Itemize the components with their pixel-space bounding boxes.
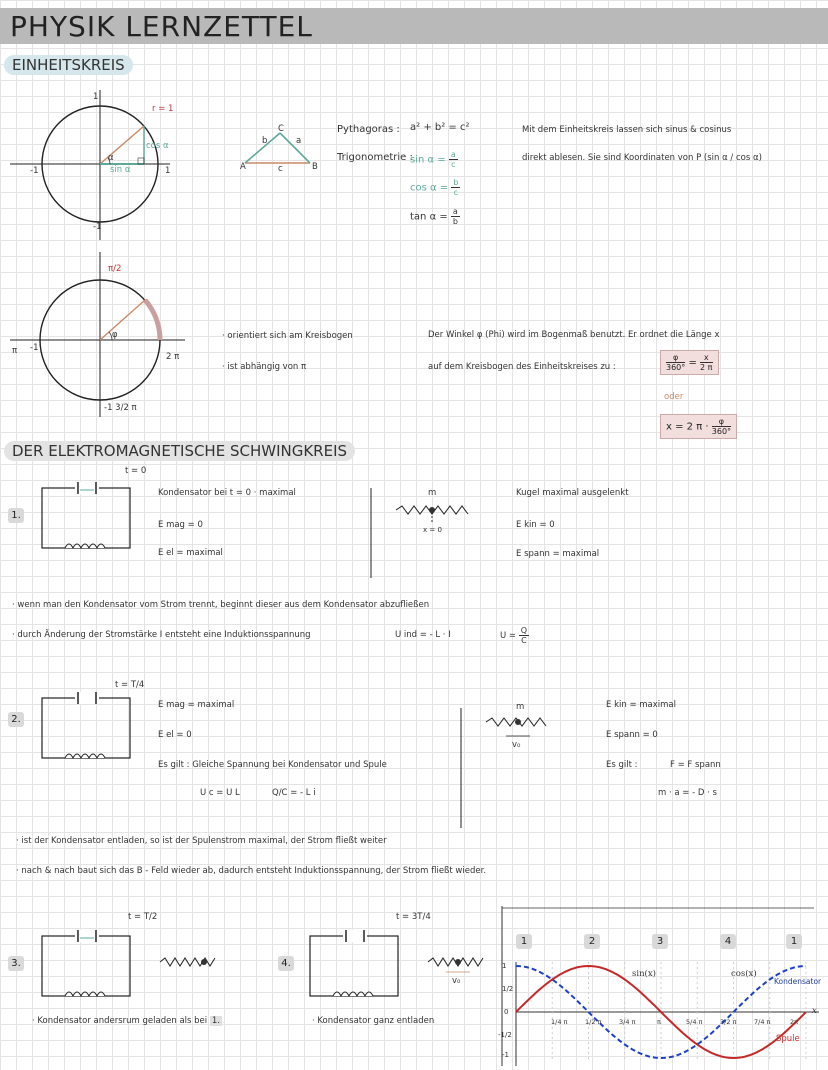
step3-text-main: · Kondensator andersrum geladen als bei: [32, 1016, 208, 1026]
graph-marker-2: 2: [584, 934, 600, 949]
spule-label: Spule: [776, 1034, 800, 1044]
y-tick-half: 1/2: [502, 985, 514, 993]
unit-circle-2: [10, 252, 190, 422]
step1-bullet-1: · wenn man den Kondensator vom Strom trennt, beginnt dieser aus dem Kondensator abzufließen: [12, 600, 430, 610]
step1-line3: E el = maximal: [158, 548, 223, 558]
step2-t: t = T/4: [115, 680, 145, 690]
graph-marker-5: 1: [786, 934, 802, 949]
three-half-pi-label: -1 3/2 π: [104, 403, 137, 413]
cos-den: c: [453, 188, 459, 197]
step2-uc: U c = U L: [200, 788, 240, 798]
step3-circuit: [40, 926, 140, 1001]
x-tick-8: 2π: [790, 1018, 799, 1026]
f1-num: φ: [666, 353, 685, 363]
step2-bullet-1: · ist der Kondensator entladen, so ist der Spulenstrom maximal, der Strom fließt weiter: [16, 836, 387, 846]
step3-t: t = T/2: [128, 912, 158, 922]
x-tick-7: 7/4 π: [754, 1018, 771, 1026]
cos-label: cos α: [146, 141, 169, 151]
step3-badge: 3.: [8, 956, 24, 971]
bogen-formula-box-2: [660, 414, 737, 439]
y-tick-0: 0: [504, 1008, 509, 1016]
step2-line1: E mag = maximal: [158, 700, 235, 710]
step2-r1: E kin = maximal: [606, 700, 677, 710]
f3-prefix: x = 2 π ·: [666, 421, 709, 433]
step2-bullet-2: · nach & nach baut sich das B - Feld wieder ab, dadurch entsteht Induktionsspannung, der Strom fließt wieder.: [16, 866, 487, 876]
step1-r2: E kin = 0: [516, 520, 555, 530]
plus1-right: 1: [165, 166, 171, 176]
triangle-B: B: [312, 162, 318, 172]
trig-label: Trigonometrie :: [337, 152, 413, 163]
step1-divider: [370, 488, 372, 578]
sin-num: a: [450, 150, 456, 159]
section-einheitskreis: EINHEITSKREIS: [4, 55, 133, 75]
step2-qc: Q/C = - L i: [272, 788, 316, 798]
step1-spring: [396, 498, 486, 528]
step3-spring: [160, 952, 230, 972]
page-title: PHYSIK LERNZETTEL: [10, 10, 313, 43]
sin-label: sin α: [110, 165, 131, 175]
triangle-b: b: [262, 136, 268, 146]
bogen-text-1: Der Winkel φ (Phi) wird im Bogenmaß benutzt. Er ordnet die Länge x: [428, 330, 720, 340]
step2-v0: v₀: [512, 740, 521, 750]
graph-x-label: x: [812, 1006, 817, 1016]
bogen-bullet-2: · ist abhängig von π: [222, 362, 307, 372]
step2-r2: E spann = 0: [606, 730, 658, 740]
f2-den: 2 π: [700, 363, 713, 372]
step2-spring: [486, 712, 576, 742]
tan-den: b: [452, 217, 458, 226]
step1-r3: E spann = maximal: [516, 549, 600, 559]
title-bar: [0, 8, 828, 44]
step4-v0: v₀: [452, 976, 461, 986]
x-tick-1: 1/4 π: [551, 1018, 568, 1026]
oder-label: oder: [664, 392, 684, 402]
step4-text: · Kondensator ganz entladen: [312, 1016, 435, 1026]
triangle-c: c: [278, 164, 283, 174]
step1-t0: t = 0: [125, 466, 147, 476]
step1-x0: x = 0: [423, 526, 442, 534]
step1-r1: Kugel maximal ausgelenkt: [516, 488, 629, 498]
x-tick-3: 3/4 π: [619, 1018, 636, 1026]
f3-den: 360°: [711, 427, 732, 436]
x-tick-6: 3/2 π: [720, 1018, 737, 1026]
two-pi-label: 2 π: [166, 352, 180, 362]
bogen-bullet-1: · orientiert sich am Kreisbogen: [222, 331, 353, 341]
graph-marker-3: 3: [652, 934, 668, 949]
step1-u: [500, 626, 529, 645]
sin-formula: [410, 150, 458, 169]
step1-badge: 1.: [8, 508, 24, 523]
u-num: Q: [520, 626, 528, 635]
circle-text-2: direkt ablesen. Sie sind Koordinaten von P (sin α / cos α): [522, 153, 762, 163]
x-tick-5: 5/4 π: [686, 1018, 703, 1026]
phi-label: φ: [112, 330, 118, 340]
f1-den: 360°: [666, 363, 686, 372]
bogen-text-2: auf dem Kreisbogen des Einheitskreises zu :: [428, 362, 616, 372]
tan-num: a: [452, 207, 458, 216]
step3-ref: 1.: [211, 1016, 220, 1026]
step4-circuit: [308, 926, 408, 1001]
x-tick-4: π: [657, 1018, 661, 1026]
triangle-A: A: [240, 162, 246, 172]
step2-r3: Es gilt :: [606, 760, 638, 770]
step2-line2: E el = 0: [158, 730, 192, 740]
step4-badge: 4.: [278, 956, 294, 971]
cos-text: cos α =: [410, 182, 449, 194]
pythagoras-label: Pythagoras :: [337, 124, 400, 135]
step1-bullet-2: · durch Änderung der Stromstärke I entsteht eine Induktionsspannung: [12, 630, 311, 640]
step4-t: t = 3T/4: [396, 912, 431, 922]
step2-r3b: F = F spann: [670, 760, 721, 770]
step4-spring: [428, 952, 498, 982]
f2-num: x: [700, 353, 712, 363]
cos-num: b: [453, 178, 459, 187]
step1-circuit: [40, 478, 140, 553]
step2-badge: 2.: [8, 712, 24, 727]
graph-marker-4: 4: [720, 934, 736, 949]
step2-r4: m · a = - D · s: [658, 788, 717, 798]
r-label: r = 1: [152, 104, 174, 114]
tan-text: tan α =: [410, 211, 448, 223]
step1-mass: m: [428, 488, 437, 498]
pi-half-label: π/2: [108, 264, 122, 274]
minus1-bottom: -1: [93, 222, 102, 232]
sin-text: sin α =: [410, 154, 446, 166]
step2-circuit: [40, 688, 140, 763]
kondensator-label: Kondensator: [774, 977, 822, 986]
triangle-C: C: [278, 124, 284, 134]
bogen-formula-box-1: [660, 350, 719, 375]
triangle-a: a: [296, 136, 302, 146]
x-tick-2: 1/2 π: [585, 1018, 602, 1026]
graph-marker-1: 1: [516, 934, 532, 949]
u-text: U =: [500, 631, 517, 641]
sin-den: c: [451, 160, 456, 169]
u-den: C: [521, 636, 527, 645]
pythagoras-formula: a² + b² = c²: [410, 122, 470, 133]
pi-label: π: [12, 346, 18, 356]
cos-legend: cos(x): [731, 969, 757, 979]
cos-formula: [410, 178, 460, 197]
step1-uind: U ind = - L · I: [395, 630, 451, 640]
f-eq: =: [688, 357, 697, 369]
minus1-left: -1: [30, 166, 39, 176]
tan-formula: [410, 207, 460, 226]
step2-mass: m: [516, 702, 525, 712]
section-schwingkreis: DER ELEKTROMAGNETISCHE SCHWINGKREIS: [4, 441, 355, 461]
plus1-top: 1: [93, 92, 99, 102]
sin-legend: sin(x): [632, 969, 656, 979]
y-tick-1: 1: [502, 962, 507, 970]
sin-cos-graph: [494, 906, 824, 1066]
minus1-left-2: -1: [30, 343, 39, 353]
alpha-label: α: [108, 153, 114, 163]
step2-line3: Es gilt : Gleiche Spannung bei Kondensator und Spule: [158, 760, 387, 770]
step3-text: [32, 1016, 222, 1026]
step1-line1: Kondensator bei t = 0 · maximal: [158, 488, 296, 498]
step1-line2: E mag = 0: [158, 520, 203, 530]
step2-divider: [460, 708, 462, 828]
y-tick-neg-1: -1: [502, 1051, 509, 1059]
f3-num: φ: [712, 417, 731, 427]
circle-text-1: Mit dem Einheitskreis lassen sich sinus & cosinus: [522, 125, 732, 135]
y-tick-neg-half: -1/2: [498, 1031, 512, 1039]
